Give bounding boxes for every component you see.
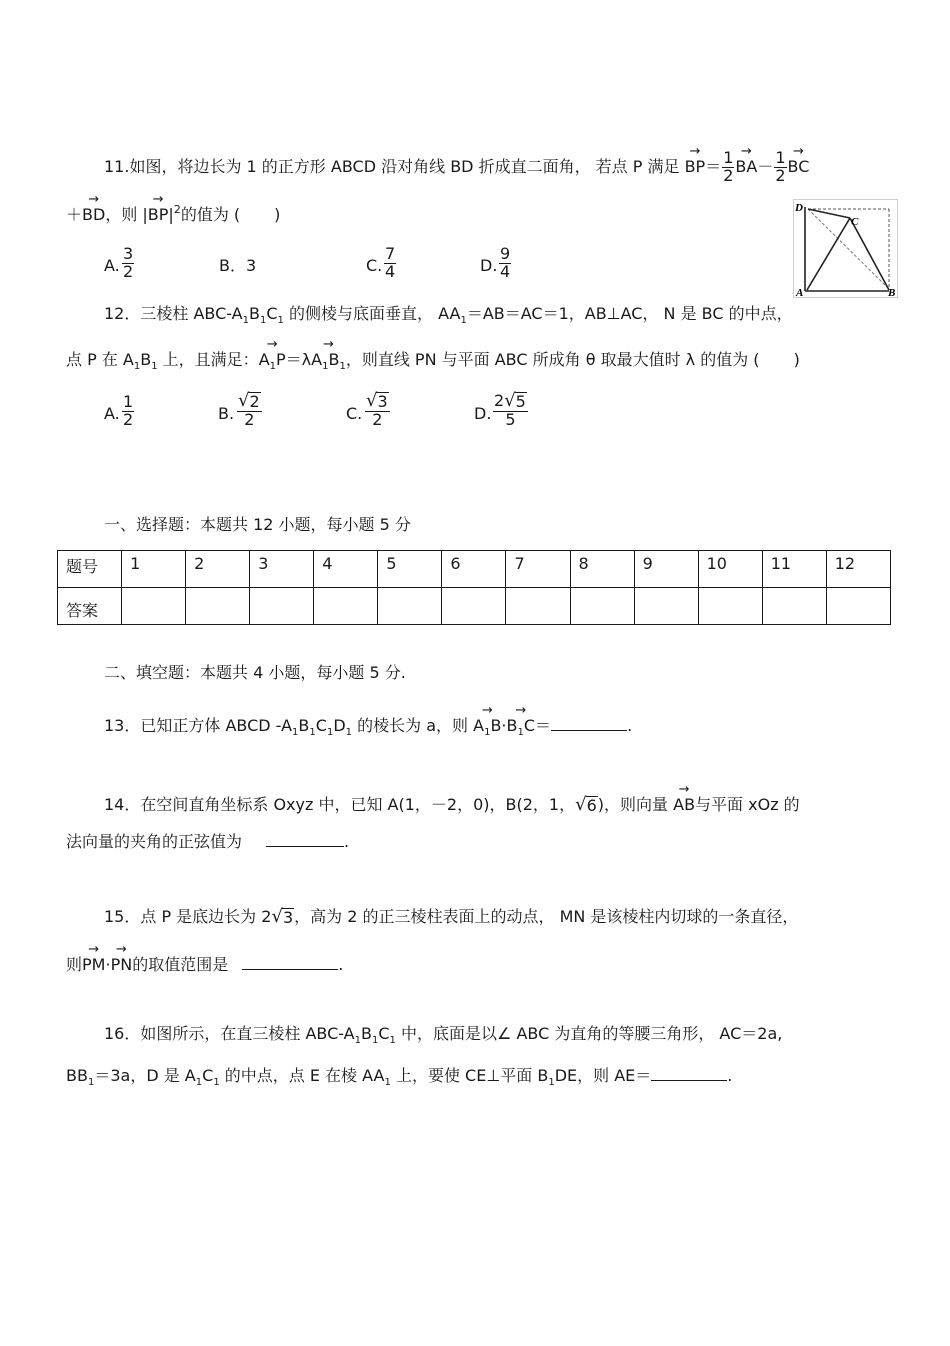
answer-cell[interactable] bbox=[122, 588, 186, 625]
question-number: 5 bbox=[386, 554, 397, 573]
table-row-answers bbox=[58, 588, 891, 625]
fraction-numerator: 1 bbox=[775, 148, 786, 167]
vector-a1b1 bbox=[311, 350, 346, 372]
option-a-fraction bbox=[122, 246, 134, 281]
q16-text: DE，则 AE＝ bbox=[554, 1066, 652, 1085]
q14-text: 14．在空间直角坐标系 Oxyz 中，已知 A(1，－2，0)，B(2，1， bbox=[104, 795, 576, 814]
question-number: 1 bbox=[130, 554, 141, 573]
subscript: 1 bbox=[484, 727, 491, 738]
answer-cell[interactable] bbox=[314, 588, 378, 625]
vec-letter: B bbox=[506, 716, 518, 735]
option-c-label: C. bbox=[366, 256, 383, 275]
answer-blank[interactable] bbox=[551, 716, 627, 731]
subscript: 1 bbox=[277, 315, 284, 326]
option-d-fraction bbox=[499, 246, 511, 281]
radicand: 3 bbox=[282, 908, 294, 927]
option-d-label: D. bbox=[480, 256, 498, 275]
fraction-denominator: 4 bbox=[385, 261, 396, 281]
sqrt-symbol: √ 6 bbox=[575, 794, 597, 815]
q16-text: BB bbox=[66, 1066, 88, 1085]
fraction-numerator: 3 bbox=[123, 244, 134, 263]
folded-square-figure bbox=[793, 199, 899, 299]
vector-pn: → PN bbox=[111, 957, 133, 973]
subscript: 1 bbox=[354, 1035, 362, 1046]
subscript: 1 bbox=[242, 315, 250, 326]
figure-label-c: C bbox=[851, 216, 859, 228]
exponent: 2 bbox=[173, 203, 181, 216]
period: . bbox=[627, 716, 633, 735]
question-number: 9 bbox=[642, 554, 653, 573]
table-header-cell bbox=[58, 588, 122, 625]
option-a-label: A. bbox=[104, 256, 120, 275]
vector-bc: → BC bbox=[788, 159, 810, 175]
q11-line1 bbox=[104, 150, 809, 185]
q16-line1 bbox=[104, 1024, 783, 1046]
fraction-numerator bbox=[365, 392, 390, 412]
q12-text: 12．三棱柱 ABC-A bbox=[104, 304, 243, 323]
subscript: 1 bbox=[260, 315, 267, 326]
subscript: 1 bbox=[151, 361, 158, 372]
fraction-denominator: 2 bbox=[123, 409, 134, 429]
subscript: 1 bbox=[384, 1077, 391, 1088]
q12-text: B bbox=[140, 350, 152, 369]
vector-a1p bbox=[258, 350, 286, 372]
dot-product: · bbox=[105, 955, 111, 974]
q12-text: 上，且满足： bbox=[157, 350, 259, 369]
table-cell bbox=[122, 551, 186, 588]
sqrt-symbol: √ 3 bbox=[366, 390, 388, 411]
q16-text: ＝3a，D 是 A bbox=[94, 1066, 196, 1085]
minus-sign: － bbox=[757, 156, 774, 176]
option-c-fraction bbox=[384, 246, 396, 281]
q16-text: C bbox=[378, 1024, 390, 1043]
vec-letter: A bbox=[473, 716, 485, 735]
option-d-label: D. bbox=[474, 404, 492, 423]
answer-blank[interactable] bbox=[242, 955, 338, 970]
question-number: 8 bbox=[578, 554, 589, 573]
answer-cell[interactable] bbox=[506, 588, 570, 625]
q12-text: 点 P 在 A bbox=[66, 350, 134, 369]
q16-line2 bbox=[66, 1066, 733, 1088]
subscript: 1 bbox=[87, 1077, 95, 1088]
question-number: 6 bbox=[450, 554, 461, 573]
plus-sign: ＋ bbox=[66, 205, 83, 224]
edge-ca bbox=[807, 218, 850, 290]
equals-sign: ＝ bbox=[535, 716, 552, 735]
vec-letter: P bbox=[276, 350, 286, 369]
option-a-label: A. bbox=[104, 404, 120, 423]
subscript: 1 bbox=[372, 1035, 379, 1046]
q16-text: 的中点，点 E 在棱 AA bbox=[219, 1066, 385, 1085]
header-label: 答案 bbox=[66, 601, 99, 620]
sqrt-symbol: √ 3 bbox=[271, 906, 294, 927]
q15-line2 bbox=[66, 955, 343, 973]
subscript: 1 bbox=[339, 361, 346, 372]
figure-label-a: A bbox=[796, 287, 804, 299]
vec-letter: A bbox=[311, 350, 323, 369]
option-b-fraction bbox=[237, 392, 262, 429]
dot-product: · bbox=[501, 716, 507, 735]
table-row-numbers bbox=[58, 551, 891, 588]
q13-text: 13．已知正方体 ABCD -A bbox=[104, 716, 293, 735]
answer-cell[interactable] bbox=[634, 588, 698, 625]
table-cell bbox=[442, 551, 506, 588]
q12-text: C bbox=[266, 304, 278, 323]
answer-cell[interactable] bbox=[570, 588, 634, 625]
question-number: 3 bbox=[258, 554, 269, 573]
vector-pm: → PM bbox=[82, 957, 105, 973]
vector-bp-abs: → BP bbox=[148, 207, 169, 223]
table-cell bbox=[634, 551, 698, 588]
fraction-numerator bbox=[237, 392, 262, 412]
q11-text: ，则 | bbox=[105, 205, 148, 224]
answer-cell[interactable] bbox=[442, 588, 506, 625]
q15-text: 15．点 P 是底边长为 2 bbox=[104, 907, 272, 926]
subscript: 1 bbox=[389, 1035, 396, 1046]
subscript: 1 bbox=[517, 727, 524, 738]
table-cell bbox=[698, 551, 762, 588]
fraction-denominator: 2 bbox=[723, 165, 734, 185]
q12-line1 bbox=[104, 304, 793, 326]
q16-text: B bbox=[361, 1024, 372, 1043]
q14-text: )，则向量 bbox=[597, 795, 674, 814]
fraction-numerator: 1 bbox=[723, 148, 734, 167]
q12-text: B bbox=[249, 304, 260, 323]
q13-text: B bbox=[298, 716, 310, 735]
fraction-denominator: 4 bbox=[500, 261, 511, 281]
option-b-label: B. bbox=[218, 404, 235, 423]
answer-blank[interactable] bbox=[266, 832, 344, 847]
paren-close: ) bbox=[274, 205, 281, 224]
question-number: 4 bbox=[322, 554, 333, 573]
fraction-numerator: 9 bbox=[500, 244, 511, 263]
vector-a1b bbox=[473, 716, 502, 738]
subscript: 1 bbox=[326, 727, 334, 738]
answer-cell[interactable] bbox=[250, 588, 314, 625]
q12-text: 的侧棱与底面垂直， AA bbox=[283, 304, 461, 323]
abs-bar: | bbox=[168, 205, 174, 224]
subscript: 1 bbox=[548, 1077, 555, 1088]
answer-cell[interactable] bbox=[762, 588, 826, 625]
section-heading-fill: 二、填空题：本题共 4 小题，每小题 5 分. bbox=[104, 663, 406, 682]
q13-text: 的棱长为 a，则 bbox=[352, 716, 474, 735]
question-number: 12 bbox=[834, 554, 856, 573]
subscript: 1 bbox=[133, 361, 141, 372]
option-a-fraction bbox=[122, 394, 134, 429]
table-cell bbox=[378, 551, 442, 588]
vector-ab: → AB bbox=[673, 797, 695, 813]
figure-label-d: D bbox=[795, 202, 803, 214]
q14-text: 法向量的夹角的正弦值为 bbox=[66, 832, 243, 851]
fraction-denominator: 2 bbox=[775, 165, 786, 185]
vector-bd: → BD bbox=[82, 207, 105, 223]
fraction-denominator: 5 bbox=[505, 409, 516, 429]
figure-frame bbox=[794, 200, 898, 298]
option-d-fraction bbox=[493, 392, 528, 429]
table-cell bbox=[314, 551, 378, 588]
fraction-numerator: 7 bbox=[385, 244, 396, 263]
q13-line bbox=[104, 716, 633, 738]
fraction-denominator: 2 bbox=[244, 409, 255, 429]
q15-text: 的取值范围是 bbox=[132, 955, 229, 974]
vec-letter: B bbox=[328, 350, 340, 369]
subscript: 1 bbox=[195, 1077, 203, 1088]
subscript: 1 bbox=[322, 361, 329, 372]
radicand: 3 bbox=[377, 392, 388, 411]
answer-cell[interactable] bbox=[698, 588, 762, 625]
period: . bbox=[338, 955, 344, 974]
sqrt-symbol: √ 5 bbox=[504, 390, 526, 411]
answer-cell[interactable] bbox=[186, 588, 250, 625]
answer-cell[interactable] bbox=[378, 588, 442, 625]
paren-close: ) bbox=[793, 350, 800, 369]
q14-line1 bbox=[104, 796, 800, 814]
q12-line2 bbox=[66, 350, 800, 372]
q12-text: ，则直线 PN 与平面 ABC 所成角 θ 取最大值时 λ 的值为 ( bbox=[345, 350, 760, 369]
subscript: 1 bbox=[292, 727, 299, 738]
q13-text: D bbox=[333, 716, 346, 735]
edge-cb bbox=[850, 218, 889, 290]
question-number: 10 bbox=[706, 554, 727, 573]
q13-text: C bbox=[315, 716, 327, 735]
q15-text: ，高为 2 的正三棱柱表面上的动点， MN 是该棱柱内切球的一条直径， bbox=[294, 907, 799, 926]
option-b-label: B．3 bbox=[219, 256, 257, 275]
q15-line1 bbox=[104, 908, 798, 926]
fraction-half-2 bbox=[774, 150, 786, 185]
q11-text: 的值为 ( bbox=[180, 205, 241, 224]
period: . bbox=[344, 832, 350, 851]
subscript: 1 bbox=[309, 727, 316, 738]
fraction-denominator: 2 bbox=[372, 409, 383, 429]
table-cell bbox=[570, 551, 634, 588]
option-c-label: C. bbox=[346, 404, 363, 423]
q14-line2 bbox=[66, 832, 349, 850]
equals-lambda: ＝λ bbox=[285, 350, 312, 369]
table-cell bbox=[826, 551, 890, 588]
q12-text: ＝AB＝AC＝1，AB⊥AC， N 是 BC 的中点， bbox=[466, 304, 793, 323]
table-cell bbox=[250, 551, 314, 588]
fraction-half-1 bbox=[722, 150, 734, 185]
q16-text: 16．如图所示，在直三棱柱 ABC-A bbox=[104, 1024, 355, 1043]
question-number: 2 bbox=[194, 554, 205, 573]
fraction-denominator: 2 bbox=[123, 261, 134, 281]
vec-letter: C bbox=[523, 716, 536, 735]
vector-b1c bbox=[506, 716, 536, 738]
fraction-numerator: 1 bbox=[123, 392, 134, 411]
table-cell bbox=[186, 551, 250, 588]
vec-letter: A bbox=[258, 350, 270, 369]
q11-text: 11.如图，将边长为 1 的正方形 ABCD 沿对角线 BD 折成直二面角， 若点 P 满足 bbox=[104, 156, 680, 176]
q14-text: 与平面 xOz 的 bbox=[695, 795, 800, 814]
coefficient: 2 bbox=[494, 391, 505, 410]
subscript: 1 bbox=[460, 315, 467, 326]
q16-text: 中，底面是以∠ ABC 为直角的等腰三角形， AC＝2a, bbox=[395, 1024, 783, 1043]
subscript: 1 bbox=[213, 1077, 220, 1088]
q15-text: 则 bbox=[66, 955, 83, 974]
section-heading-choice: 一、选择题：本题共 12 小题，每小题 5 分 bbox=[104, 515, 411, 534]
fraction-numerator bbox=[493, 392, 528, 412]
table-cell bbox=[762, 551, 826, 588]
vec-letter: B bbox=[490, 716, 502, 735]
figure-label-b: B bbox=[888, 287, 896, 299]
edge-dc bbox=[808, 209, 850, 218]
radicand: 5 bbox=[515, 392, 526, 411]
answer-table bbox=[57, 550, 891, 625]
question-number: 7 bbox=[514, 554, 525, 573]
sqrt-symbol: √ 2 bbox=[238, 390, 260, 411]
option-c-fraction bbox=[365, 392, 390, 429]
header-label: 题号 bbox=[66, 557, 99, 576]
radicand: 2 bbox=[249, 392, 260, 411]
table-cell bbox=[506, 551, 570, 588]
subscript: 1 bbox=[345, 727, 353, 738]
q16-text: 上，要使 CE⊥平面 B bbox=[390, 1066, 549, 1085]
answer-blank[interactable] bbox=[651, 1066, 727, 1081]
answer-cell[interactable] bbox=[826, 588, 890, 625]
question-number: 11 bbox=[770, 554, 792, 573]
equals-sign: ＝ bbox=[705, 156, 722, 176]
radicand: 6 bbox=[586, 796, 597, 815]
q11-line2 bbox=[66, 203, 281, 224]
table-header-cell bbox=[58, 551, 122, 588]
period: . bbox=[727, 1066, 733, 1085]
q16-text: C bbox=[202, 1066, 214, 1085]
vector-bp: → BP bbox=[685, 159, 706, 175]
subscript: 1 bbox=[269, 361, 277, 372]
vector-ba: → BA bbox=[735, 159, 757, 175]
